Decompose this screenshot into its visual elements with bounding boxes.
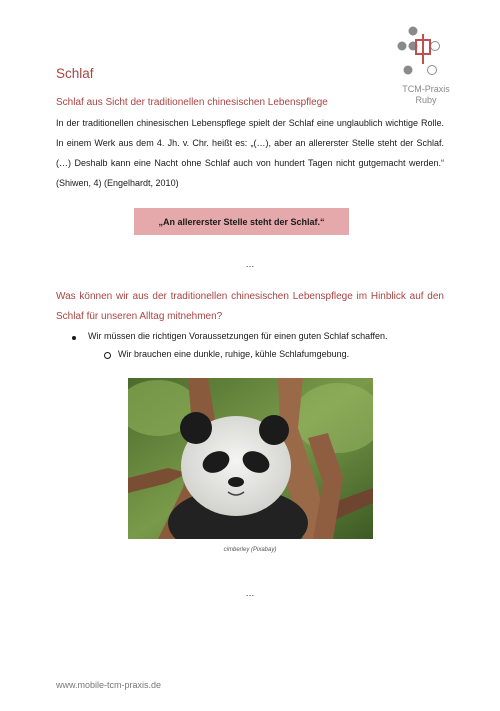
logo-text-line2: Ruby (415, 95, 437, 105)
intro-paragraph: In der traditionellen chinesischen Lebenspflege spielt der Schlaf eine unglaublich wichtige Rolle. In einem Werk aus dem 4. Jh. v. Chr. heißt es: „(…), aber an allererster Stelle steht der Schlaf. (…) Deshalb kann eine Nacht ohne Schlaf auch von hundert Tagen nicht gutgemacht werden.“ (Shiwen, 4) (Engelhardt, 2010) (56, 118, 444, 188)
logo-text-line1: TCM-Praxis (402, 84, 450, 94)
image-caption: cimberley (Pixabay) (223, 547, 277, 553)
panda-photo (128, 378, 373, 539)
page-title: Schlaf (56, 66, 94, 81)
sub-list-item-text: Wir brauchen eine dunkle, ruhige, kühle Schlafumgebung. (118, 349, 350, 359)
ellipsis-separator: … (245, 259, 255, 269)
section-subheading: Schlaf aus Sicht der traditionellen chinesischen Lebenspflege (56, 97, 328, 108)
bullet-icon (72, 336, 76, 340)
ellipsis-separator-bottom: … (245, 588, 255, 598)
quote-text: „An allererster Stelle steht der Schlaf.“ (158, 216, 325, 227)
sub-bullet-icon (104, 352, 111, 359)
logo-mark (392, 26, 460, 84)
highlight-quote (134, 208, 349, 235)
footer-url[interactable]: www.mobile-tcm-praxis.de (56, 680, 162, 690)
logo (392, 26, 460, 112)
section-question: Was können wir aus der traditionellen chinesischen Lebenspflege im Hinblick auf den Schlaf für unseren Alltag mitnehmen? (56, 291, 444, 322)
list-item-text: Wir müssen die richtigen Voraussetzungen für einen guten Schlaf schaffen. (88, 331, 388, 341)
